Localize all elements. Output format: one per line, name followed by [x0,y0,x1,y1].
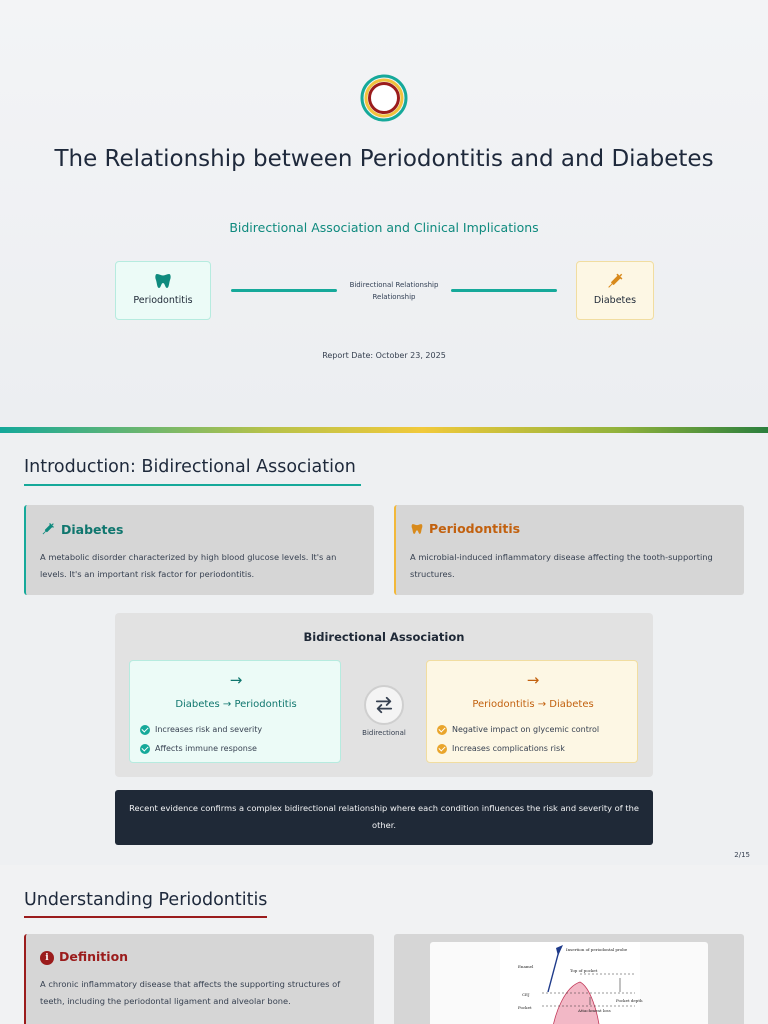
figure-label: Enamel [518,964,534,969]
arrow-right-icon: → [526,671,540,689]
introduction-slide [0,433,768,865]
connector-line-left [231,289,337,292]
definition-card [24,934,374,1024]
info-icon: i [40,951,54,965]
diabetes-to-periodontitis-box [129,660,341,763]
check-circle-icon [140,725,150,735]
list-item: Increases complications risk [437,739,599,758]
swap-arrows-icon [364,685,404,725]
check-circle-icon [437,725,447,735]
section-heading: Introduction: Bidirectional Association [24,457,356,477]
direction-heading: Periodontitis → Diabetes [472,699,594,710]
figure-label: Pocket [518,1005,532,1010]
check-circle-icon [437,744,447,754]
list-item: Affects immune response [140,739,262,758]
periodontitis-slide [0,865,768,1024]
association-panel [115,613,653,777]
bidirectional-label: Bidirectional [362,729,406,737]
card-title: Periodontitis [410,521,520,536]
card-text: A microbial-induced inflammatory disease affecting the tooth-supporting structures. [410,552,713,579]
diabetes-box [576,261,654,320]
diabetes-card [24,505,374,595]
figure-label: CEJ [522,992,530,997]
syringe-icon [40,521,56,537]
association-title: Bidirectional Association [303,630,465,644]
periodontitis-label: Periodontitis [133,295,193,306]
heading-underline [24,484,361,486]
periodontal-probe-diagram [430,942,708,1024]
section-heading: Understanding Periodontitis [24,890,268,910]
page-title: The Relationship between Periodontitis and and Diabetes [54,146,714,172]
periodontitis-to-diabetes-box [426,660,638,763]
diabetes-label: Diabetes [593,295,637,306]
arrow-right-icon: → [229,671,243,689]
figure-label: Pocket depth [616,998,643,1003]
card-text: A metabolic disorder characterized by high blood glucose levels. It's an levels. It's an important risk factor for periodontitis. [40,552,337,579]
tooth-icon [410,522,424,536]
logo-rings-icon [360,74,408,122]
report-date: Report Date: October 23, 2025 [322,351,446,360]
list-item: Negative impact on glycemic control [437,720,599,739]
card-title: i Definition [40,949,128,965]
page-subtitle: Bidirectional Association and Clinical Implications [229,220,539,235]
list-item: Increases risk and severity [140,720,262,739]
syringe-icon [605,271,625,291]
figure-card [394,934,744,1024]
tooth-icon [153,271,173,291]
card-text: A chronic inflammatory disease that affects the supporting structures of teeth, including the periodontal ligament and alveolar bone. [40,979,341,1006]
direction-heading: Diabetes → Periodontitis [175,699,297,710]
title-slide [0,0,768,427]
periodontitis-box [115,261,211,320]
card-title: Diabetes [40,521,123,537]
check-circle-icon [140,744,150,754]
figure-label: Top of pocket [570,968,598,973]
periodontitis-card [394,505,744,595]
heading-underline [24,916,267,918]
evidence-banner: Recent evidence confirms a complex bidirectional relationship where each condition influences the risk and severity of the other. [115,790,653,845]
connector-line-right [451,289,557,292]
page-number: 2/15 [734,851,750,859]
figure-label: Insertion of periodontal probe [566,947,628,952]
relationship-label: Bidirectional Relationship Relationship [349,281,439,301]
figure-label: Attachment loss [578,1008,611,1013]
